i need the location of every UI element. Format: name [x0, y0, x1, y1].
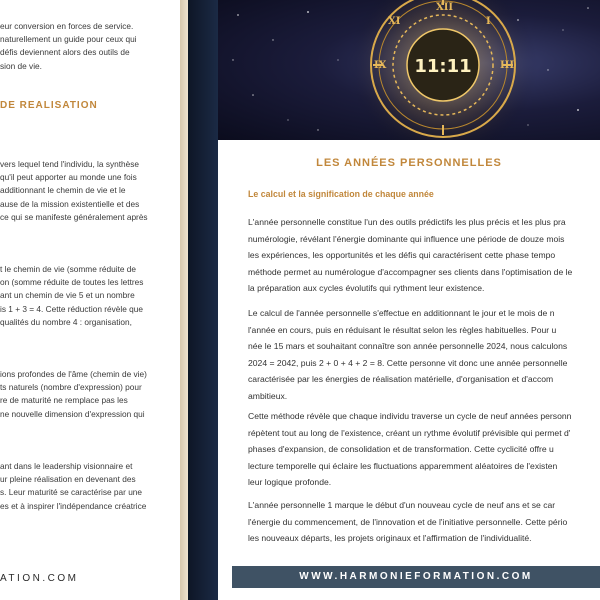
text-line: ts naturels (nombre d'expression) pour [0, 382, 142, 393]
text-line: ne nouvelle dimension d'expression qui [0, 408, 145, 419]
text-line: phases d'expansion, de consolidation et de transformation. Cette cyclicité offre u [248, 444, 554, 454]
text-line: caractérisée par les énergies de réalisation matérielle, d'organisation et d'accom [248, 374, 554, 384]
svg-text:XII: XII [436, 2, 454, 13]
text-line: L'année personnelle 1 marque le début d'un nouveau cycle de neuf ans et se car [248, 500, 556, 510]
text-line: l'année en cours, puis en réduisant le résultat selon les règles habituelles. Pour u [248, 324, 557, 335]
text-line: Le calcul de l'année personnelle s'effectue en additionnant le jour et le mois de n [248, 308, 555, 318]
text-line: on (somme réduite de toutes les lettres [0, 277, 144, 288]
svg-text:I: I [486, 16, 491, 27]
text-line: ambitieux. [248, 390, 288, 401]
text-line: 2024 = 2042, puis 2 + 0 + 4 + 2 = 8. Cette personne vit donc une année personnelle [248, 357, 568, 368]
text-line: ause de la mission existentielle et des [0, 198, 140, 209]
text-line: défis deviennent alors des outils de [0, 47, 130, 58]
text-line: naturellement un guide pour ceux qui [0, 34, 137, 45]
svg-text:XI: XI [388, 16, 401, 27]
section-subtitle: Le calcul et la signification de chaque année [248, 189, 434, 199]
footer-url: WWW.HARMONIEFORMATION.COM [299, 571, 533, 582]
text-line: L'année personnelle constitue l'un des outils prédictifs les plus précis et les plus pra [248, 217, 566, 227]
text-line: qu'il peut apporter au monde une fois [0, 172, 137, 183]
svg-text:III: III [500, 60, 515, 71]
text-line: ur pleine réalisation en devenant des [0, 474, 136, 485]
text-line: sion de vie. [0, 60, 42, 71]
left-paragraph-4 [0, 460, 176, 513]
text-line: née le 15 mars et souhaitant connaître son année personnelle 2024, nous calculons [248, 341, 568, 351]
paragraph-2 [248, 305, 600, 404]
text-line: répètent tout au long de l'existence, créant un rythme évolutif prévisible qui permet d' [248, 427, 571, 438]
text-line: la préparation aux cycles évolutifs qui rythment leur existence. [248, 283, 485, 293]
paragraph-4 [248, 497, 600, 547]
text-line: méthode permet au numérologue d'accompagner ses clients dans l'optimisation de le [248, 266, 573, 277]
text-line: s. Leur maturité se caractérise par une [0, 487, 143, 498]
text-line: lecture temporelle qui éclaire les fluctuations apparemment aléatoires de l'existen [248, 460, 558, 471]
left-paragraph-3 [0, 368, 176, 421]
page-edge-band [188, 0, 218, 600]
left-section-heading: DE REALISATION [0, 100, 98, 111]
text-line: re de maturité ne remplace pas les [0, 395, 128, 406]
text-line: t le chemin de vie (somme réduite de [0, 264, 137, 274]
text-line: vers lequel tend l'individu, la synthèse [0, 159, 140, 169]
left-page [0, 0, 180, 600]
text-line: Cette méthode révèle que chaque individu traverse un cycle de neuf années personn [248, 411, 572, 421]
text-line: ant dans le leadership visionnaire et [0, 461, 133, 471]
left-footer-url: ATION.COM [0, 573, 79, 584]
left-paragraph-1 [0, 158, 176, 224]
text-line: les nouveaux départs, les projets originaux et l'affirmation de l'individualité. [248, 533, 532, 543]
text-line: es et à inspirer l'indépendance créatrice [0, 500, 147, 511]
text-line: eur conversion en forces de service. [0, 21, 134, 31]
left-paragraph-2 [0, 263, 176, 329]
text-line: numérologie, révélant l'énergie dominante qui influence une période de douze mois [248, 233, 565, 244]
right-page [218, 0, 600, 600]
footer-bar [232, 566, 600, 588]
paragraph-3 [248, 408, 600, 491]
hero-clock-image [218, 0, 600, 140]
text-line: qualités du nombre 4 : organisation, [0, 316, 132, 327]
text-line: ce qui se manifeste généralement après [0, 211, 148, 222]
text-line: leur logique profonde. [248, 477, 332, 487]
svg-text:IX: IX [374, 60, 387, 71]
text-line: ant un chemin de vie 5 et un nombre [0, 290, 135, 301]
clock-illustration [218, 0, 600, 140]
text-line: les expériences, les opportunités et les défis qui caractérisent cette phase tempo [248, 250, 556, 260]
text-line: additionnant le chemin de vie et le [0, 185, 126, 196]
text-line: ions profondes de l'âme (chemin de vie) [0, 369, 147, 379]
page-title: LES ANNÉES PERSONNELLES [316, 157, 502, 169]
text-line: l'énergie du commencement, de l'innovation et de l'initiative personnelle. Cette pério [248, 516, 568, 527]
paragraph-1 [248, 214, 600, 297]
left-top-paragraph [0, 20, 176, 73]
clock-time-text: 11:11 [414, 56, 472, 77]
page-gutter [180, 0, 188, 600]
text-line: is 1 + 3 = 4. Cette réduction révèle que [0, 303, 143, 314]
